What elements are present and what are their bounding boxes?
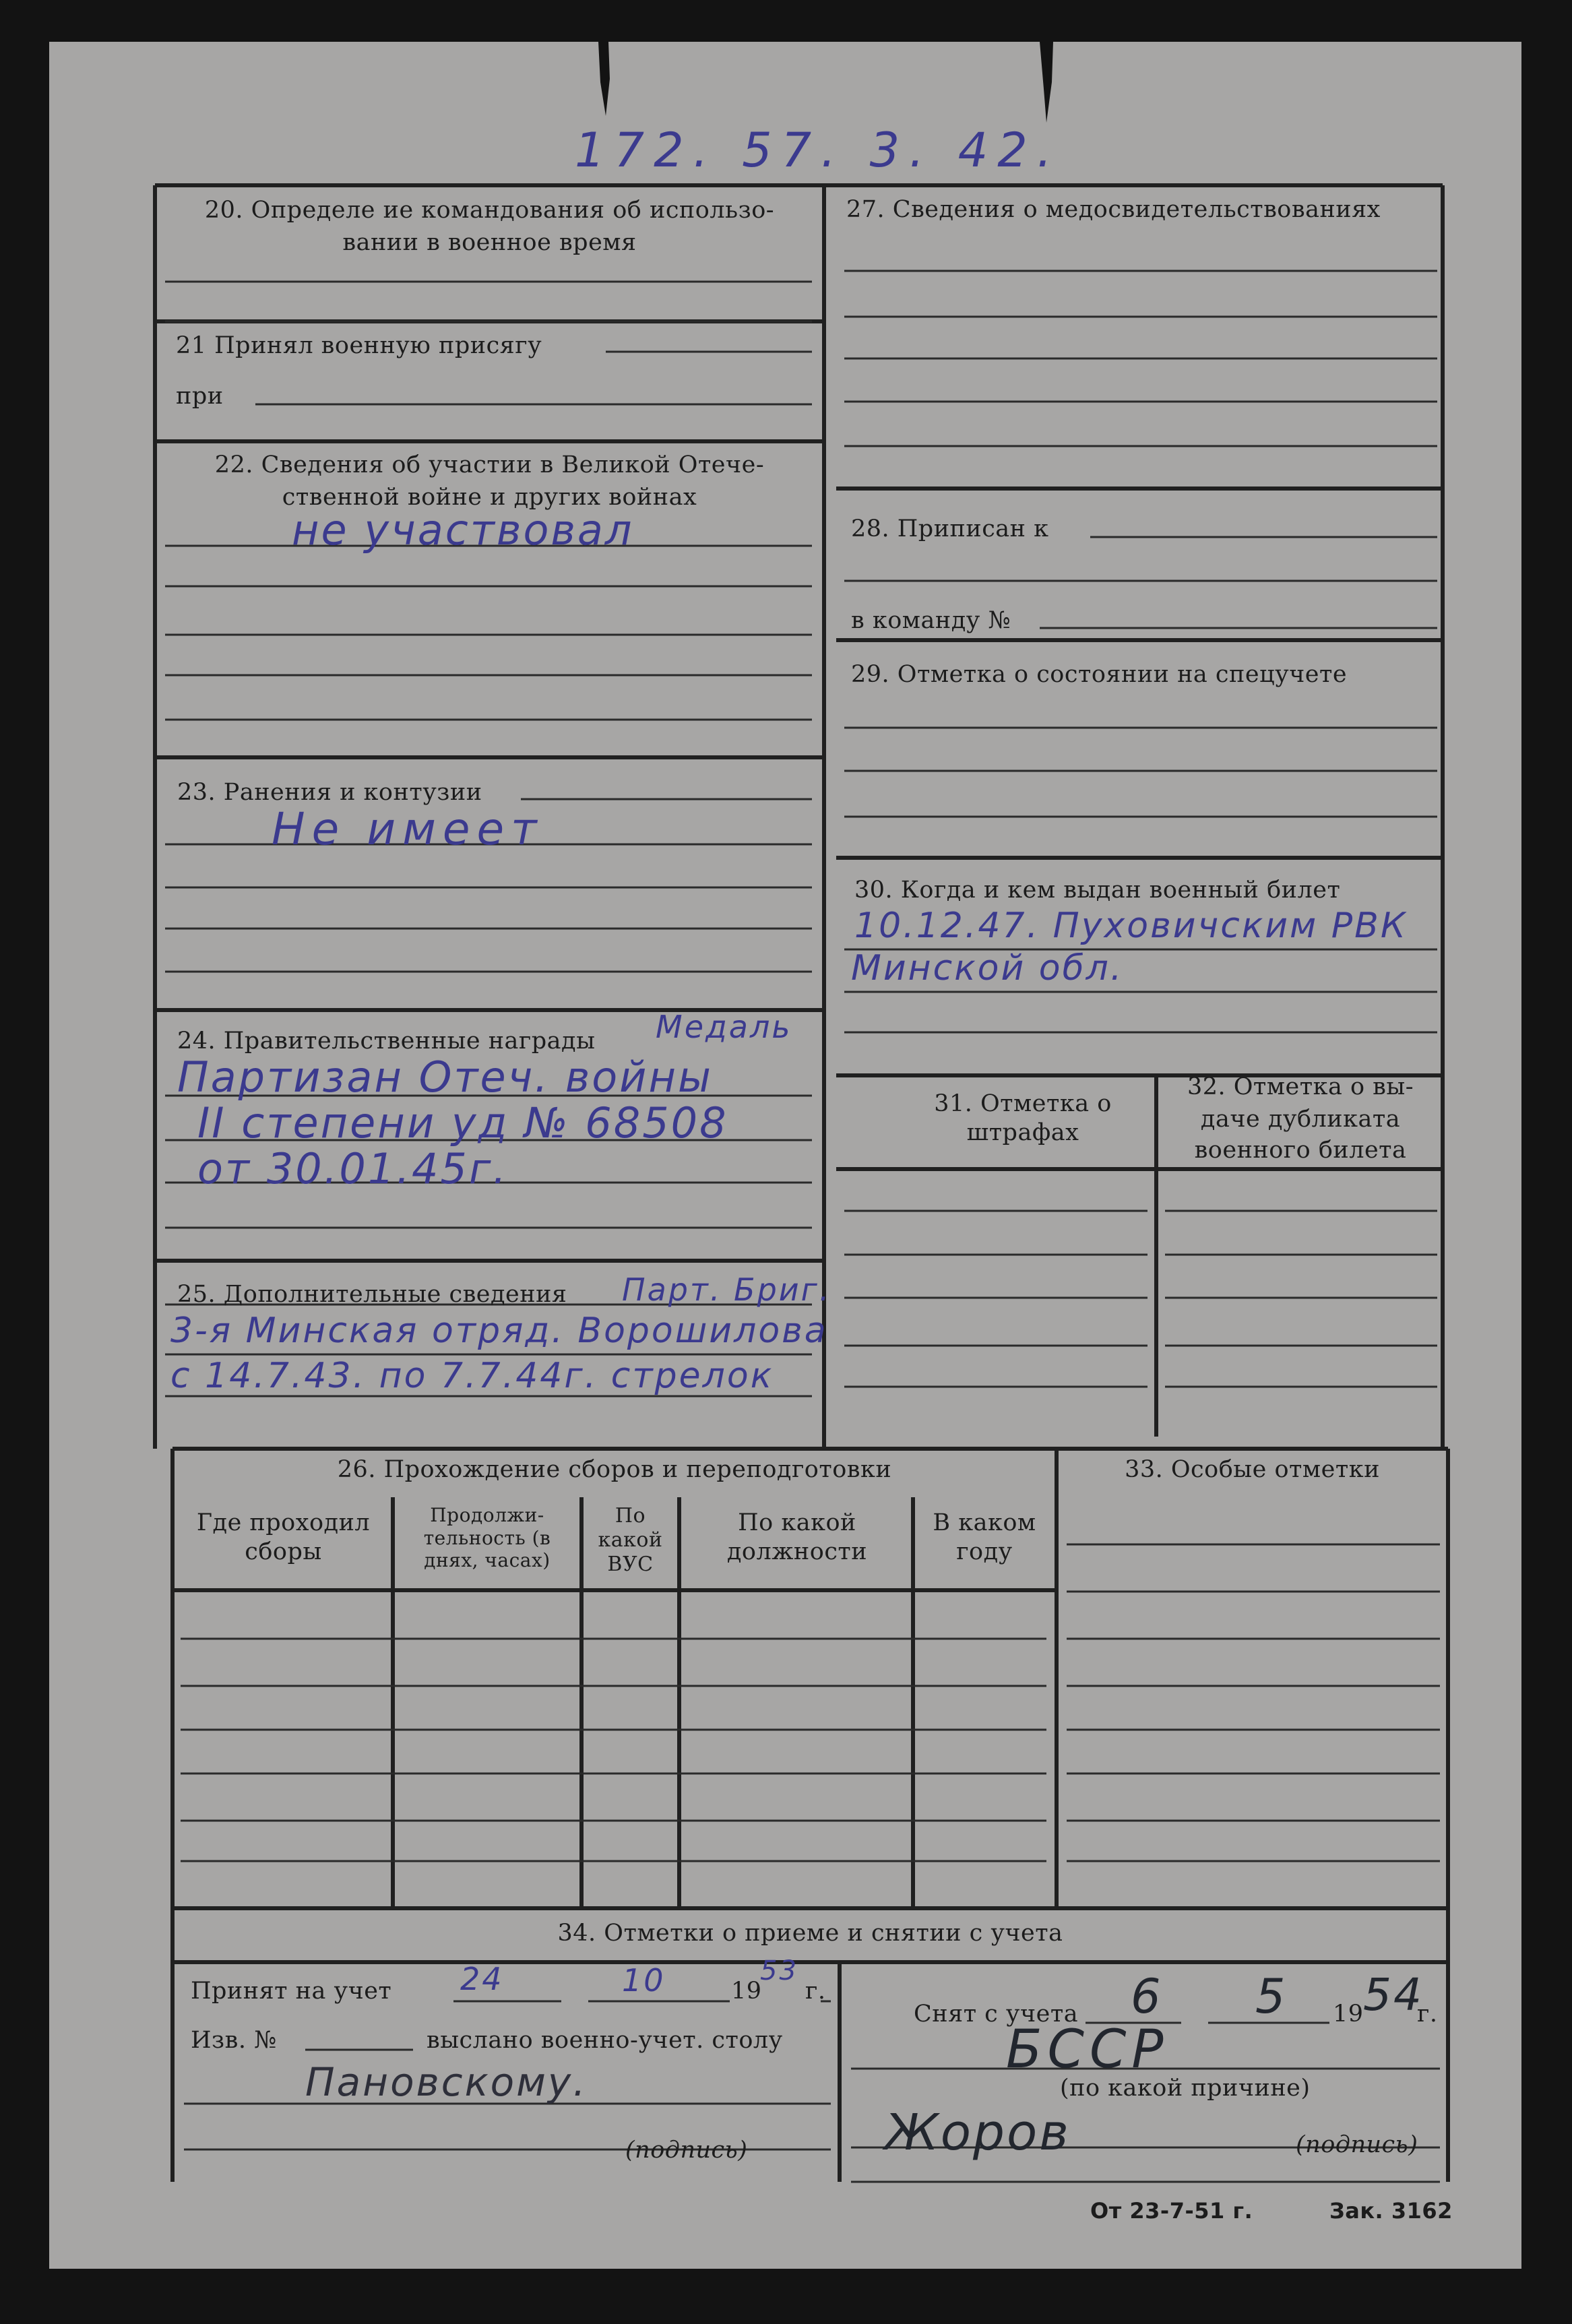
section-32-label-line1: 32. Отметка о вы- bbox=[1187, 1073, 1414, 1100]
section-20-label-line1: 20. Определе ие командования об использо- bbox=[204, 197, 775, 224]
signature-label-right: (подпись) bbox=[1296, 2131, 1418, 2158]
section-26-col-year: В каком году bbox=[933, 1509, 1036, 1566]
section-25-handwritten-2: 3-я Минская отряд. Ворошилова bbox=[170, 1311, 828, 1351]
removed-year-suffix: 54 bbox=[1363, 1969, 1424, 2021]
section-26-col-vus: По какой ВУС bbox=[598, 1504, 663, 1576]
section-23-handwritten: Не имеет bbox=[272, 803, 544, 855]
sent-label: выслано военно-учет. столу bbox=[427, 2027, 783, 2054]
section-23-label: 23. Ранения и контузии bbox=[177, 779, 482, 806]
section-24-handwritten-4: от 30.01.45г. bbox=[197, 1144, 509, 1193]
section-30-handwritten-1: 10.12.47. Пуховичским РВК bbox=[854, 906, 1408, 946]
section-29-label: 29. Отметка о состоянии на спецучете bbox=[851, 661, 1348, 688]
section-22-handwritten: не участвовал bbox=[292, 505, 634, 555]
section-28-label: 28. Приписан к bbox=[851, 515, 1049, 542]
section-28-team-label: в команду № bbox=[851, 607, 1011, 634]
section-25-handwritten-1: Парт. Бриг. bbox=[622, 1271, 831, 1308]
section-25-handwritten-3: с 14.7.43. по 7.7.44г. стрелок bbox=[170, 1356, 774, 1396]
order-number: Зак. 3162 bbox=[1329, 2198, 1453, 2224]
section-27-label: 27. Сведения о медосвидетельствованиях bbox=[846, 196, 1381, 223]
signature-label-left: (подпись) bbox=[625, 2137, 748, 2164]
section-21-label: 21 Принял военную присягу bbox=[176, 332, 542, 359]
removed-year-g: г. bbox=[1417, 2001, 1438, 2028]
accepted-label: Принят на учет bbox=[191, 1978, 392, 2005]
print-info: От 23-7-51 г. bbox=[1090, 2198, 1253, 2224]
document-sheet bbox=[49, 42, 1521, 2269]
accepted-day: 24 bbox=[460, 1961, 504, 1997]
section-26-col-position: По какой должности bbox=[726, 1509, 868, 1566]
section-31-label: 31. Отметка о штрафах bbox=[934, 1090, 1112, 1147]
section-24-handwritten-3: II степени уд № 68508 bbox=[197, 1098, 728, 1148]
removal-reason-label: (по какой причине) bbox=[1060, 2075, 1311, 2102]
section-34-title: 34. Отметки о приеме и снятии с учета bbox=[557, 1920, 1063, 1947]
section-30-label: 30. Когда и кем выдан военный билет bbox=[854, 877, 1341, 904]
section-24-handwritten-2: Партизан Отеч. войны bbox=[177, 1053, 713, 1102]
sent-to-handwritten: Пановскому. bbox=[305, 2059, 588, 2105]
izv-label: Изв. № bbox=[191, 2027, 277, 2054]
section-30-handwritten-2: Минской обл. bbox=[851, 948, 1124, 988]
removed-month: 5 bbox=[1255, 1969, 1288, 2024]
section-20-label-line2: вании в военное время bbox=[342, 229, 637, 256]
signature-handwritten: Жоров bbox=[885, 2104, 1071, 2162]
section-26-col-place: Где проходил сборы bbox=[196, 1509, 371, 1566]
section-26-title: 26. Прохождение сборов и переподготовки bbox=[337, 1456, 892, 1483]
section-25-label: 25. Дополнительные сведения bbox=[177, 1281, 567, 1308]
accepted-year-suffix: 53 bbox=[760, 1955, 798, 1986]
accepted-year-g: г. bbox=[805, 1978, 826, 2005]
removed-label: Снят с учета bbox=[914, 2001, 1079, 2028]
removal-reason-handwritten: БССР bbox=[1006, 2019, 1169, 2080]
removed-year-prefix: 19 bbox=[1333, 2001, 1364, 2028]
section-26-col-duration: Продолжи-тельность (в днях, часах) bbox=[423, 1504, 551, 1572]
archive-number: 172. 57. 3. 42. bbox=[575, 123, 1062, 178]
accepted-year-prefix: 19 bbox=[731, 1978, 762, 2005]
section-22-label-line2: ственной войне и других войнах bbox=[282, 484, 697, 511]
section-22-label-line1: 22. Сведения об участии в Великой Отече- bbox=[214, 451, 765, 478]
section-32-label-line2: даче дубликата bbox=[1200, 1106, 1401, 1133]
section-33-title: 33. Особые отметки bbox=[1125, 1456, 1380, 1483]
accepted-month: 10 bbox=[622, 1962, 666, 1999]
removed-day: 6 bbox=[1131, 1969, 1163, 2024]
section-24-label: 24. Правительственные награды bbox=[177, 1028, 596, 1055]
section-21-at-label: при bbox=[176, 383, 224, 410]
section-32-label-line3: военного билета bbox=[1194, 1137, 1407, 1164]
section-24-handwritten-1: Медаль bbox=[656, 1009, 792, 1045]
